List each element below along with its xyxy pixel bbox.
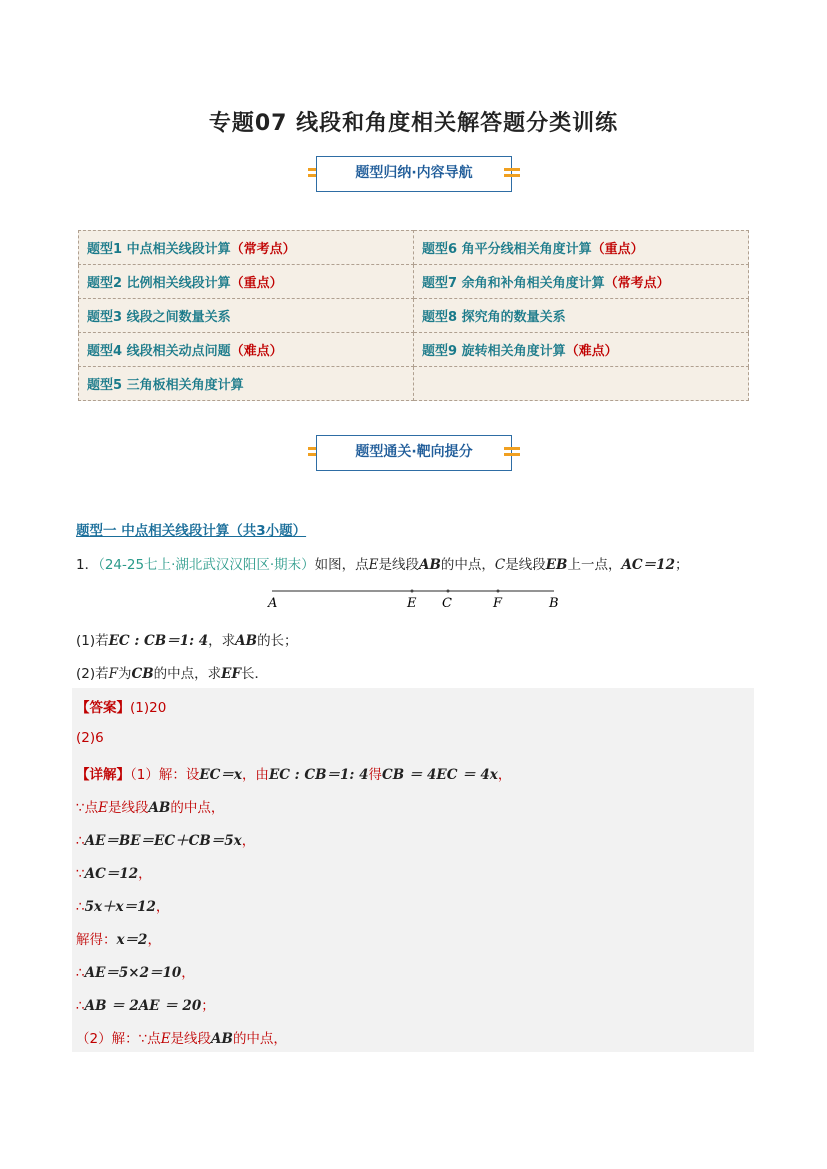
- nav-item[interactable]: 题型8 探究角的数量关系: [414, 299, 749, 333]
- sub-question-1: (1)若EC : CB＝1: 4，求AB的长；: [76, 633, 298, 649]
- line-segment-diagram: [262, 585, 562, 615]
- nav-item[interactable]: 题型4 线段相关动点问题（难点）: [79, 333, 414, 367]
- nav-item[interactable]: 题型2 比例相关线段计算（重点）: [79, 265, 414, 299]
- answer-line: 【答案】(1)20: [76, 700, 167, 716]
- point-label: E: [407, 596, 417, 611]
- detail-line: ∴5x＋x＝12，: [76, 899, 170, 915]
- section-heading: 题型一 中点相关线段计算（共3小题）: [76, 523, 307, 539]
- answer-line: (2)6: [76, 730, 104, 746]
- point-label: F: [493, 596, 503, 611]
- banner-content-nav: [302, 156, 526, 196]
- page-title: 专题07 线段和角度相关解答题分类训练: [208, 111, 619, 136]
- detail-line: ∵点E是线段AB的中点，: [76, 800, 225, 816]
- nav-item-empty: [414, 367, 749, 401]
- banner-label: 题型归纳·内容导航: [316, 156, 512, 192]
- detail-line: ∴AE＝BE＝EC＋CB＝5x，: [76, 833, 256, 849]
- question-source: （24-25七上·湖北武汉汉阳区·期末）: [98, 557, 315, 573]
- nav-item[interactable]: 题型7 余角和补角相关角度计算（常考点）: [414, 265, 749, 299]
- detail-line: （2）解：∵点E是线段AB的中点，: [76, 1031, 287, 1047]
- banner-decoration: [504, 168, 520, 180]
- banner-practice: [302, 435, 526, 475]
- nav-item[interactable]: 题型9 旋转相关角度计算（难点）: [414, 333, 749, 367]
- banner-label: 题型通关·靶向提分: [316, 435, 512, 471]
- question-1: 1．（24-25七上·湖北武汉汉阳区·期末）如图，点E是线段AB的中点，C是线段EB上一点，AC＝12；: [76, 557, 689, 573]
- banner-decoration: [504, 447, 520, 459]
- point-label: A: [268, 596, 278, 611]
- nav-item[interactable]: 题型1 中点相关线段计算（常考点）: [79, 231, 414, 265]
- point-label: B: [549, 596, 559, 611]
- detail-line: 【详解】（1）解：设EC＝x，由EC : CB＝1: 4得CB ＝ 4EC ＝ 4x，: [76, 767, 512, 783]
- nav-item[interactable]: 题型5 三角板相关角度计算: [79, 367, 414, 401]
- detail-line: 解得：x＝2，: [76, 932, 161, 948]
- point-label: C: [442, 596, 452, 611]
- detail-line: ∴AB ＝ 2AE ＝ 20；: [76, 998, 215, 1014]
- nav-item[interactable]: 题型6 角平分线相关角度计算（重点）: [414, 231, 749, 265]
- topic-nav-table: [78, 230, 749, 401]
- detail-line: ∴AE＝5×2＝10，: [76, 965, 195, 981]
- sub-question-2: (2)若F为CB的中点，求EF长．: [76, 666, 269, 682]
- detail-line: ∵AC＝12，: [76, 866, 152, 882]
- nav-item[interactable]: 题型3 线段之间数量关系: [79, 299, 414, 333]
